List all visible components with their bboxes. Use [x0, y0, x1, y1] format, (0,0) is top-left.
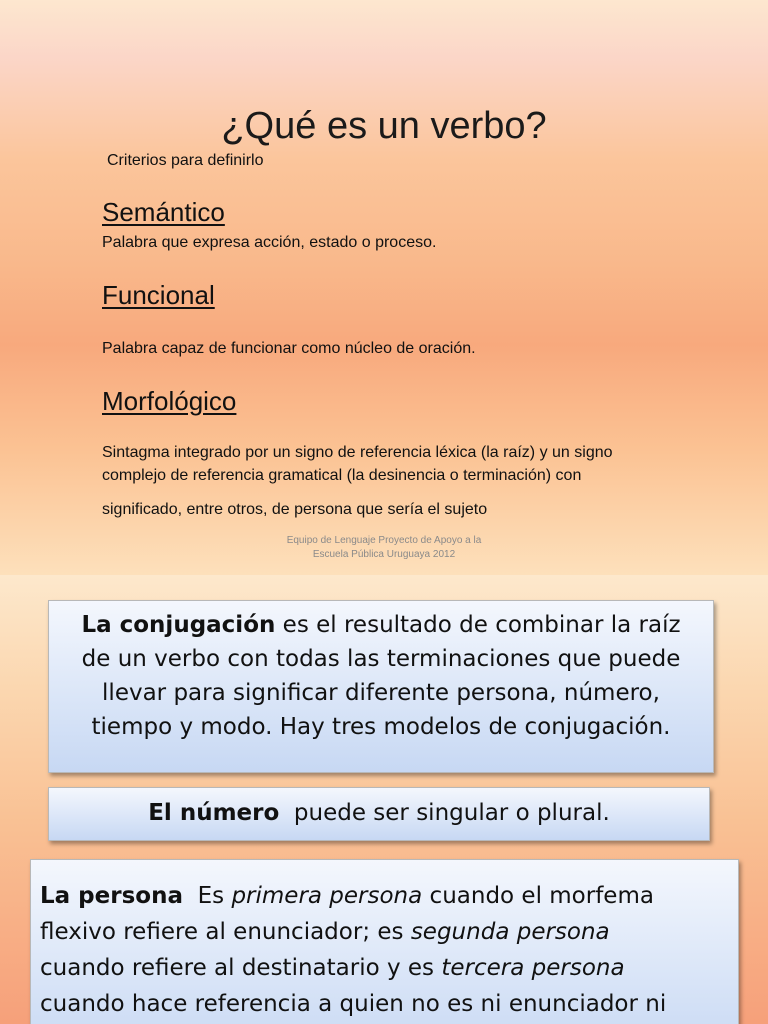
slide-footer — [0, 534, 768, 562]
numero-box — [48, 787, 710, 841]
persona-italic-2: segunda persona — [410, 919, 610, 945]
persona-text-4: cuando refiere al destinatario y es — [40, 955, 442, 981]
persona-line2 — [40, 914, 738, 950]
persona-line4: cuando hace referencia a quien no es ni enunciador ni — [40, 991, 667, 1017]
footer-line1: Equipo de Lenguaje Proyecto de Apoyo a la — [286, 535, 482, 546]
conjugacion-line3: llevar para significar diferente persona, número, — [102, 680, 660, 706]
slide-conjugacion — [0, 575, 768, 1024]
slide-subtitle: Criterios para definirlo — [107, 152, 264, 169]
persona-italic-3: tercera persona — [441, 955, 625, 981]
persona-line1 — [40, 878, 738, 914]
numero-text: puede ser singular o plural. — [279, 800, 610, 826]
slide-title: ¿Qué es un verbo? — [221, 105, 547, 147]
text-morfologico-line3: significado, entre otros, de persona que sería el sujeto — [102, 501, 488, 518]
persona-text-1: Es — [182, 883, 232, 909]
numero-term: El número — [148, 800, 280, 826]
heading-semantico: Semántico — [102, 197, 225, 227]
persona-term: La persona — [40, 883, 183, 909]
text-morfologico-line2: complejo de referencia gramatical (la desinencia o terminación) con — [102, 467, 582, 484]
persona-line3 — [40, 950, 738, 986]
conjugacion-line2: de un verbo con todas las terminaciones que puede — [81, 646, 681, 672]
text-morfologico-line1: Sintagma integrado por un signo de referencia léxica (la raíz) y un signo — [102, 444, 613, 461]
heading-funcional: Funcional — [102, 280, 215, 310]
conjugacion-line1-rest: es el resultado de combinar la raíz — [275, 612, 681, 638]
text-funcional: Palabra capaz de funcionar como núcleo de oración. — [102, 340, 476, 357]
conjugacion-term: La conjugación — [81, 612, 276, 638]
persona-text-3: flexivo refiere al enunciador; es — [40, 919, 411, 945]
footer-line2: Escuela Pública Uruguaya 2012 — [312, 549, 456, 560]
conjugacion-line1 — [49, 608, 713, 642]
conjugacion-box — [48, 600, 714, 773]
persona-box — [30, 859, 739, 1024]
persona-italic-1: primera persona — [231, 883, 423, 909]
conjugacion-line4: tiempo y modo. Hay tres modelos de conjugación. — [91, 714, 671, 740]
persona-text-2: cuando el morfema — [422, 883, 654, 909]
text-semantico: Palabra que expresa acción, estado o proceso. — [102, 234, 437, 251]
heading-morfologico: Morfológico — [102, 386, 237, 416]
